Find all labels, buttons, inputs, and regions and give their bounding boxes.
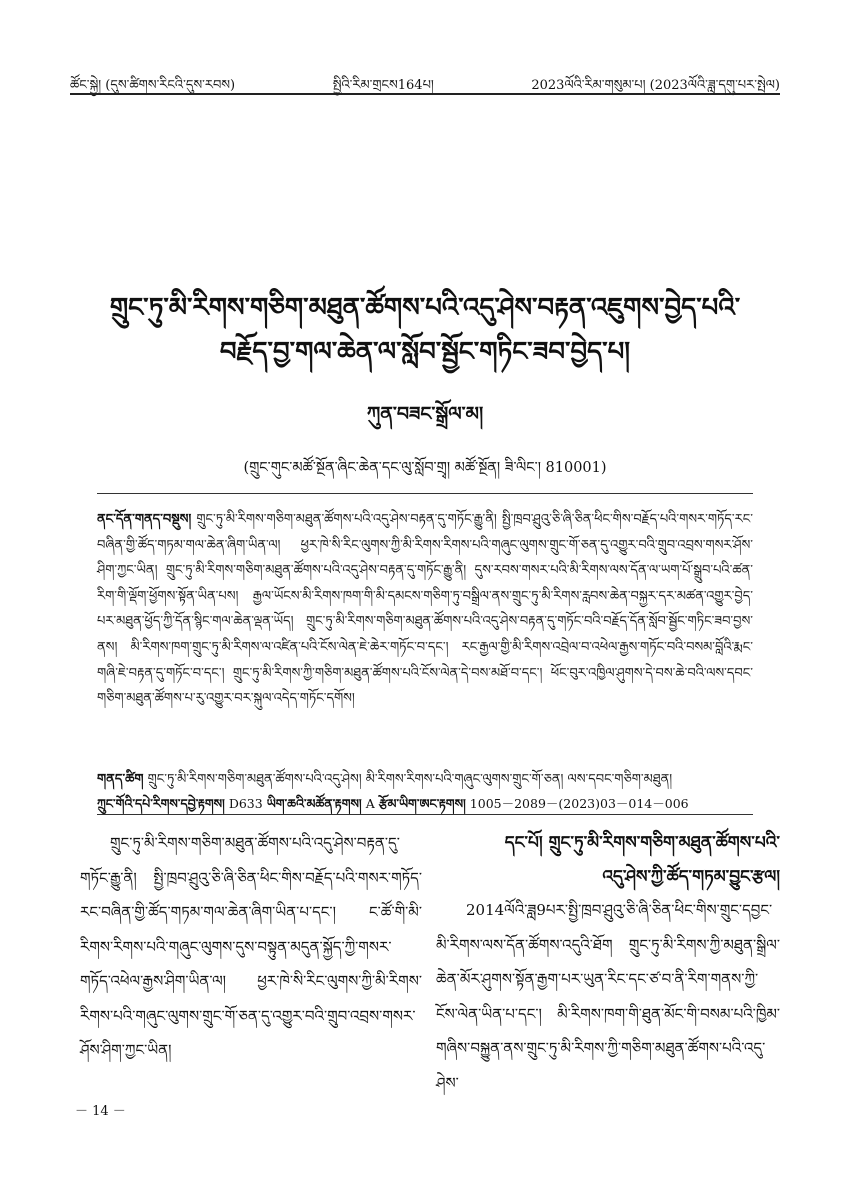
abstract-top-rule [97, 493, 753, 494]
clc-label: ཀྲུང་གོའི་དཔེ་རིགས་དབྱེ་རྟགས། [97, 796, 225, 811]
journal-name: ཚོང་སྐྱེ། (དུས་ཚིགས་རིངའི་དུས་རབས) [70, 78, 236, 93]
article-id-label: རྩོམ་ཡིག་ཨང་རྟགས། [378, 796, 466, 811]
section-heading [460, 826, 780, 894]
running-header [70, 70, 780, 107]
clc-value: D633 [228, 796, 263, 811]
keywords-text: གྲུང་ཏུ་མི་རིགས་གཅིག་མཐུན་ཚོགས་པའི་འདུ་ཤེས། མི་རིགས་རིགས་པའི་གཞུང་ལུགས་གྲུང་གོ་ཅན། ལས་དབང་གཅིག་མཐུན། [147, 772, 673, 787]
doc-code-value: A [365, 796, 375, 811]
article-id-value: 1005－2089－(2023)03－014－006 [469, 796, 689, 811]
abstract-bottom-rule [97, 814, 753, 815]
abstract [97, 507, 753, 712]
section-heading-line-1: དང་པོ། གྲུང་ཏུ་མི་རིགས་གཅིག་མཐུན་ཚོགས་པའི་ [504, 833, 780, 853]
issue-number: སྤྱིའི་རིམ་གྲངས164པ། [332, 78, 434, 93]
header-rule [70, 93, 780, 95]
author: ཀུན་བཟང་སྒྲོལ་མ། [366, 403, 484, 425]
issue-date: 2023ལོའི་རིམ་གསུམ་པ། (2023ལོའི་ཟླ་དགུ་པར་སྤེལ) [531, 78, 780, 93]
doc-code-label: ཡིག་ཆའི་མཚོན་རྟགས། [266, 796, 362, 811]
title-line-2: བརྗོད་བྱ་གལ་ཆེན་ལ་སློབ་སྦྱོང་གཏིང་ཟབ་བྱེད་པ། [219, 337, 631, 367]
article-title [60, 286, 790, 374]
title-line-1: གྲུང་ཏུ་མི་རིགས་གཅིག་མཐུན་ཚོགས་པའི་འདུ་ཤེས་བརྟན་འཇུགས་བྱེད་པའི་ [109, 293, 741, 323]
abstract-text: གྲུང་ཏུ་མི་རིགས་གཅིག་མཐུན་ཚོགས་པའི་འདུ་ཤེས་བརྟན་དུ་གཏོང་རྒྱུ་ནི། སྤྱི་ཁྲབ་ཤྲུའུ་ཅི་ཞི་ཅིན་ཕིང་གིས་བརྗོད་པའི་གསར་གཏོད་རང་བཞིན་གྱི་ཚོད་གཏམ་གལ་ཆེན་ཞིག་ཡིན་ལ། ཕྱར་ཁེ་སི་རིང་ལུགས་ཀྱི་མི་རིགས་རིགས་པའི་གཞུང་ལུགས་གྲུང་གོ་ཅན་དུ་འགྱུར་བའི་གྲུབ་འབྲས་གསར་ཤོས་ཤིག་ཀྱང་ཡིན། གྲུང་ཏུ་མི་རིགས་གཅིག་མཐུན་ཚོགས་པའི་འདུ་ཤེས་བརྟན་དུ་གཏོང་རྒྱུ་ནི། དུས་རབས་གསར་པའི་མི་རིགས་ལས་དོན་ལ་ཡག་པོ་སྒྲུབ་པའི་ཚན་རིག་གི་ལྡོག་ཕྱོགས་སྟོན་ཡིན་པས། རྒྱལ་ཡོངས་མི་རིགས་ཁག་གི་མི་དམངས་གཅིག་ཏུ་བསྒྲིལ་ནས་གྲུང་ཏུ་མི་རིགས་རླབས་ཆེན་བསྐྱར་དར་མཚན་འགྱུར་བྱེད་པར་མཐུན་ཕྱོད་ཀྱི་དོན་སྙིང་གལ་ཆེན་ལྡན་ཡོད། གྲུང་ཏུ་མི་རིགས་གཅིག་མཐུན་ཚོགས་པའི་འདུ་ཤེས་བརྟན་དུ་གཏོང་བའི་བརྗོད་དོན་སློབ་སྦྱོང་གཏིང་ཟབ་བྱས་ནས། མི་རིགས་ཁག་གྲུང་ཏུ་མི་རིགས་ལ་འཛིན་པའི་ངོས་ལེན་ཇེ་ཆེར་གཏོང་བ་དང་། རང་རྒྱལ་གྱི་མི་རིགས་འབྲེལ་བ་འཕེལ་རྒྱས་གཏོང་བའི་བསམ་བློའི་རྨང་གཞི་ཇེ་བརྟན་དུ་གཏོང་བ་དང་། གྲུང་ཏུ་མི་རིགས་ཀྱི་གཅིག་མཐུན་ཚོགས་པའི་ངོས་ལེན་དེ་བས་མཐོ་བ་དང་། ཕོང་བུར་འཁྱིལ་ཤུགས་དེ་བས་ཆེ་བའི་ལས་དབང་གཅིག་མཐུན་ཚོགས་པ་རུ་འགྱུར་བར་སྐུལ་འདེད་གཏོང་དགོས། [97, 512, 753, 707]
page-number: － 14 － [75, 1104, 126, 1119]
classification [97, 790, 753, 825]
abstract-label: ནང་དོན་གནད་བསྡུས། [97, 512, 192, 527]
body-left-column: གྲུང་ཏུ་མི་རིགས་གཅིག་མཐུན་ཚོགས་པའི་འདུ་ཤེས་བརྟན་དུ་གཏོང་རྒྱུ་ནི། སྤྱི་ཁྲབ་ཤྲུའུ་ཅི་ཞི་ཅིན་ཕིང་གིས་བརྗོད་པའི་གསར་གཏོད་རང་བཞིན་གྱི་ཚོད་གཏམ་གལ་ཆེན་ཞིག་ཡིན་པ་དང་། ང་ཚོ་གི་མི་རིགས་རིགས་པའི་གཞུང་ལུགས་དུས་བསྟུན་མདུན་སྐྱོད་ཀྱི་གསར་གཏོད་འཕེལ་རྒྱས་ཤིག་ཡིན་ལ། ཕྱར་ཁེ་སི་རིང་ལུགས་ཀྱི་མི་རིགས་རིགས་པའི་གཞུང་ལུགས་གྲུང་གོ་ཅན་དུ་འགྱུར་བའི་གྲུབ་འབྲས་གསར་ཤོས་ཤིག་ཀྱང་ཡིན། [80, 834, 422, 1059]
section-heading-line-2: འདུ་ཤེས་ཀྱི་ཚོད་གཏམ་བྱུང་རྩལ། [602, 867, 780, 887]
keywords-label: གནད་ཚིག [97, 772, 144, 787]
body-right-column: 2014ལོའི་ཟླ9པར་སྤྱི་ཁྲབ་ཤྲུའུ་ཅི་ཞི་ཅིན་ཕིང་གིས་གྲུང་དབྱང་མི་རིགས་ལས་དོན་ཚོགས་འདུའི་ཐོག གྲུང་ཏུ་མི་རིགས་ཀྱི་མཐུན་སྒྲིལ་ཆེན་མོར་ཤུགས་སྟོན་རྒྱག་པར་ཡུན་རིང་དང་ཙ་བ་ནི་རིག་གནས་ཀྱི་ངོས་ལེན་ཡིན་པ་དང་། མི་རིགས་ཁག་གི་ཐུན་མོང་གི་བསམ་པའི་ཁྱིམ་གཞིས་བསྐྱུན་ནས་གྲུང་ཏུ་མི་རིགས་ཀྱི་གཅིག་མཐུན་ཚོགས་པའི་འདུ་ཤེས་ [436, 901, 780, 1092]
affiliation: (གྲུང་གུང་མཚོ་སྔོན་ཞིང་ཆེན་དང་ལུ་སློབ་གྲྭ། མཚོ་སྔོན། ཟི་ལིང་། 810001) [243, 460, 607, 476]
